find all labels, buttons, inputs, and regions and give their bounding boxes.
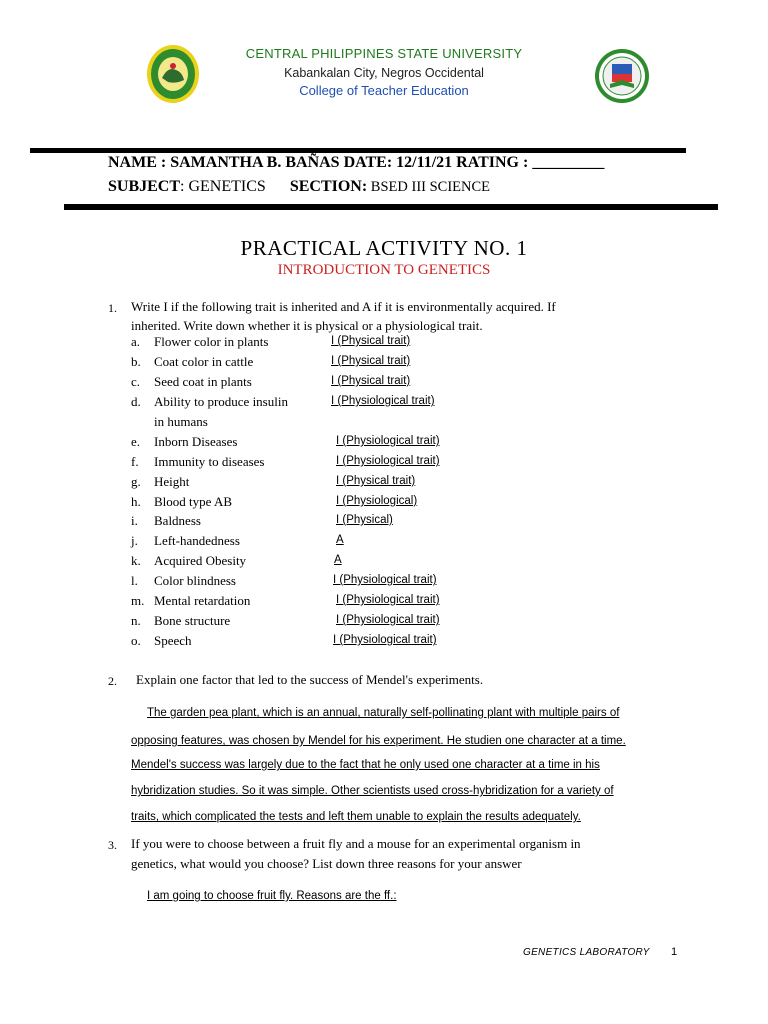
trait-name: Left-handedness bbox=[154, 533, 240, 548]
answer-line: The garden pea plant, which is an annual, naturally self-pollinating plant with multiple pairs of bbox=[147, 707, 620, 719]
trait-letter: d. bbox=[131, 394, 141, 409]
footer-label: GENETICS LABORATORY bbox=[523, 947, 650, 958]
trait-name: Mental retardation bbox=[154, 593, 251, 608]
bottom-divider bbox=[64, 204, 718, 210]
question-2-number: 2. bbox=[108, 674, 117, 688]
trait-name: Color blindness bbox=[154, 573, 236, 588]
trait-letter: i. bbox=[131, 513, 138, 528]
trait-name-continued: in humans bbox=[154, 414, 208, 429]
section-label: SECTION: bbox=[289, 178, 368, 195]
answer-line: Mendel's success was largely due to the fact that he only used one character at a time in his bbox=[131, 759, 600, 771]
question-1-line1: Write I if the following trait is inherited and A if it is environmentally acquired. If bbox=[131, 299, 556, 314]
trait-name: Coat color in cattle bbox=[154, 354, 254, 369]
trait-answer: I (Physiological trait) bbox=[336, 455, 440, 467]
trait-letter: c. bbox=[131, 374, 141, 389]
subject-section-line bbox=[108, 178, 490, 196]
question-3-number: 3. bbox=[108, 838, 117, 852]
student-info-line: NAME : SAMANTHA B. BAÑAS DATE: 12/11/21 RATING : _________ bbox=[108, 154, 605, 171]
trait-name: Blood type AB bbox=[154, 494, 233, 509]
page-number: 1 bbox=[671, 946, 678, 958]
trait-letter: h. bbox=[131, 494, 141, 509]
trait-name: Flower color in plants bbox=[154, 334, 269, 349]
answer-line: opposing features, was chosen by Mendel for his experiment. He studien one character at a time. bbox=[131, 735, 626, 747]
trait-letter: g. bbox=[131, 474, 141, 489]
trait-answer: I (Physical trait) bbox=[331, 355, 411, 367]
section-value: BSED III SCIENCE bbox=[367, 179, 491, 195]
trait-letter: l. bbox=[131, 573, 138, 588]
answer-line: hybridization studies. So it was simple. Other scientists used cross-hybridization for a variety of bbox=[131, 785, 614, 797]
trait-name: Immunity to diseases bbox=[154, 454, 265, 469]
trait-letter: e. bbox=[131, 434, 141, 449]
question-3-answer: I am going to choose fruit fly. Reasons are the ff.: bbox=[147, 890, 397, 902]
trait-name: Inborn Diseases bbox=[154, 434, 238, 449]
trait-name: Bone structure bbox=[154, 613, 231, 628]
trait-letter: n. bbox=[131, 613, 141, 628]
trait-name: Acquired Obesity bbox=[154, 553, 247, 568]
trait-answer: I (Physiological trait) bbox=[336, 594, 440, 606]
trait-name: Speech bbox=[154, 633, 192, 648]
trait-answer: I (Physiological trait) bbox=[333, 574, 437, 586]
subject-value: : GENETICS bbox=[180, 178, 266, 195]
trait-answer: I (Physiological trait) bbox=[331, 395, 435, 407]
question-1-number: 1. bbox=[108, 301, 117, 315]
activity-subtitle: INTRODUCTION TO GENETICS bbox=[277, 262, 491, 278]
university-name: CENTRAL PHILIPPINES STATE UNIVERSITY bbox=[245, 46, 523, 61]
question-3-line2: genetics, what would you choose? List down three reasons for your answer bbox=[131, 856, 522, 871]
trait-answer: I (Physical trait) bbox=[331, 375, 411, 387]
trait-answer: I (Physical trait) bbox=[331, 335, 411, 347]
trait-name: Baldness bbox=[154, 513, 201, 528]
activity-title: PRACTICAL ACTIVITY NO. 1 bbox=[240, 236, 528, 260]
question-3-line1: If you were to choose between a fruit fly and a mouse for an experimental organism in bbox=[131, 836, 581, 851]
trait-answer: I (Physiological trait) bbox=[333, 634, 437, 646]
answer-line: traits, which complicated the tests and left them unable to explain the results adequately. bbox=[131, 811, 581, 823]
college-name: College of Teacher Education bbox=[299, 83, 469, 98]
subject-label: SUBJECT bbox=[108, 178, 181, 195]
trait-answer: I (Physiological) bbox=[336, 495, 418, 507]
trait-answer: I (Physiological trait) bbox=[336, 435, 440, 447]
trait-name: Seed coat in plants bbox=[154, 374, 252, 389]
trait-answer: I (Physical) bbox=[336, 514, 393, 526]
trait-answer: I (Physical trait) bbox=[336, 475, 416, 487]
trait-name: Ability to produce insulin bbox=[154, 394, 288, 409]
question-2-text: Explain one factor that led to the success of Mendel's experiments. bbox=[136, 672, 484, 687]
trait-letter: k. bbox=[131, 553, 141, 568]
trait-letter: m. bbox=[131, 593, 145, 608]
question-1-line2: inherited. Write down whether it is physical or a physiological trait. bbox=[131, 318, 483, 333]
trait-answer: A bbox=[336, 534, 344, 546]
university-city: Kabankalan City, Negros Occidental bbox=[284, 66, 484, 80]
trait-letter: a. bbox=[131, 334, 141, 349]
trait-letter: b. bbox=[131, 354, 141, 369]
trait-name: Height bbox=[154, 474, 190, 489]
trait-letter: o. bbox=[131, 633, 141, 648]
trait-answer: I (Physiological trait) bbox=[336, 614, 440, 626]
trait-letter: f. bbox=[131, 454, 139, 469]
trait-letter: j. bbox=[131, 533, 138, 548]
top-divider bbox=[30, 148, 686, 153]
trait-answer: A bbox=[334, 554, 342, 566]
